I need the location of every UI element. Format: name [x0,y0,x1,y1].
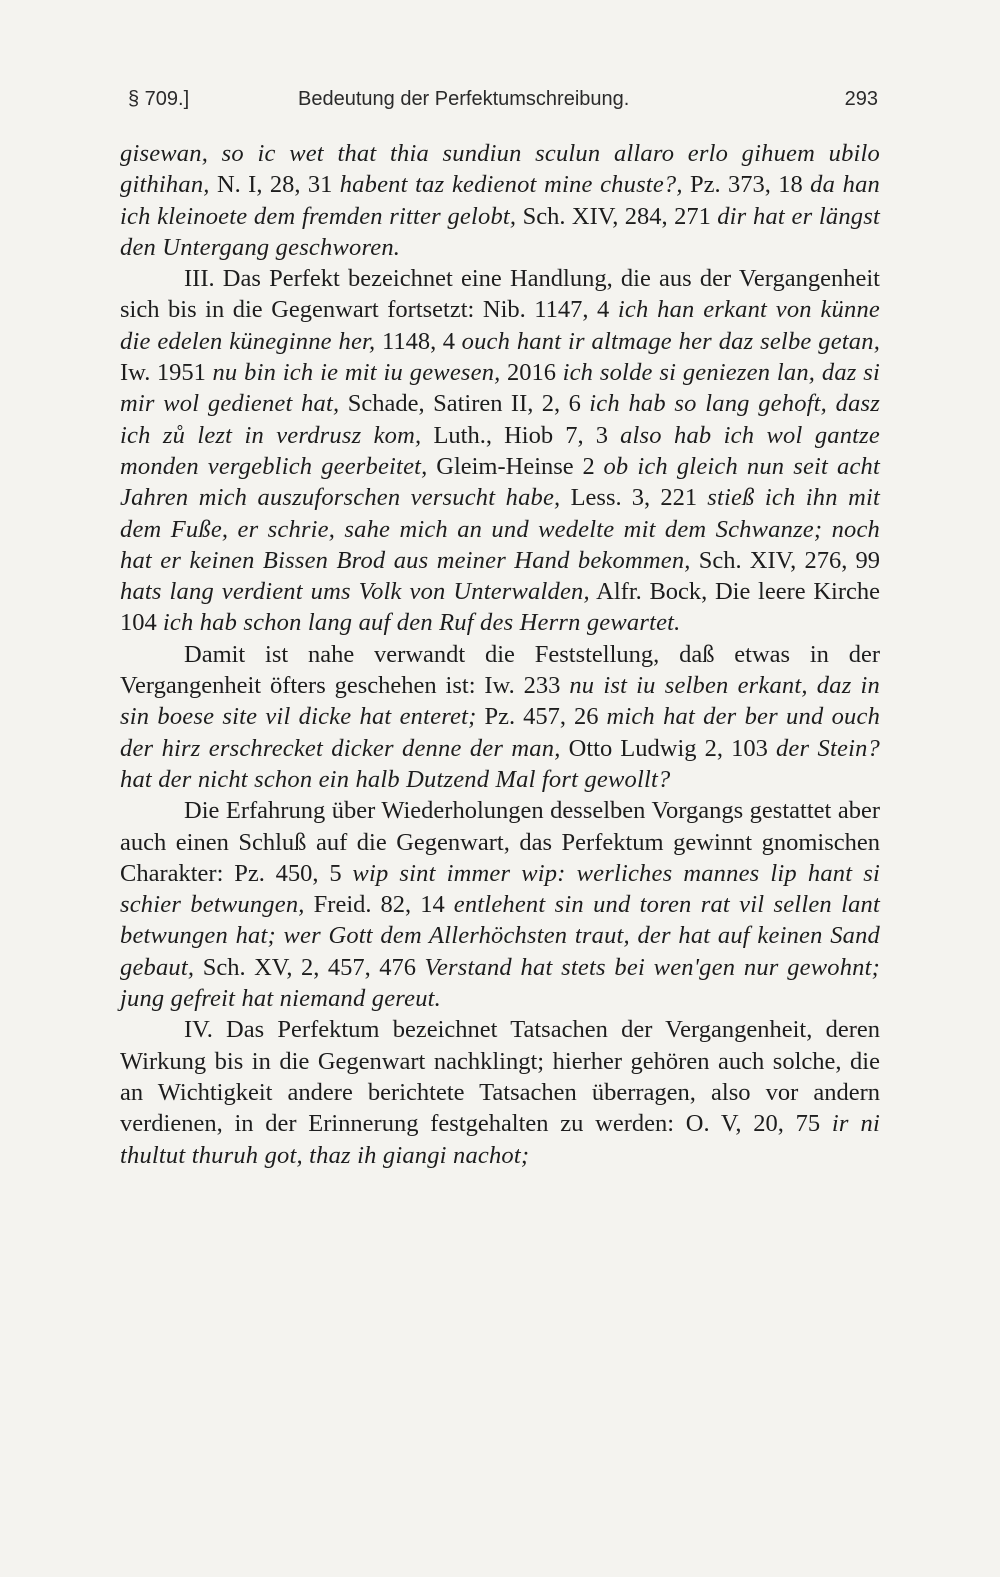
quotation-text: ir ni thultut thuruh got, thaz ih giangi nachot; [120,1110,880,1169]
quotation-text: gisewan, so ic wet that thia sundiun sculun allaro erlo gihuem ubilo githihan, [120,140,880,199]
body-text [120,138,880,1171]
page-number: 293 [844,88,878,110]
quotation-text: ich hab so lang gehoft, dasz ich zů lezt in verdrusz kom, [120,390,880,449]
citation-text: Freid. 82, 14 [304,891,454,919]
citation-text: IV. Das Perfektum bezeichnet Tatsachen der Vergangenheit, deren Wirkung bis in die Gegenwart nachklingt; hierher gehören auch solche, die an Wichtigkeit andere berichtete Tatsachen überragen, also vor andern verdienen, in der Erinnerung festgehalten zu werden: O. V, 20, 75 [120,1016,880,1138]
quotation-text: also hab ich wol gantze monden vergeblich geerbeitet, [120,421,880,480]
quotation-text: entlehent sin und toren rat vil sellen lant betwungen hat; wer Gott dem Allerhöchsten traut, der hat auf keinen Sand gebaut, [120,891,881,981]
citation-text: Less. 3, 221 [560,484,708,512]
citation-text: Pz. 457, 26 [476,703,607,731]
quotation-text: stieß ich ihn mit dem Fuße, er schrie, sahe mich an und wedelte mit dem Schwanze; noch hat er keinen Bissen Brod aus meiner Hand bekommen, [120,484,880,574]
paragraph [120,795,880,1014]
section-marker: § 709.] [128,88,190,110]
citation-text: Otto Ludwig 2, 103 [560,734,776,762]
paragraph [120,138,880,263]
quotation-text: hats lang verdient ums Volk von Unterwalden, [120,578,590,606]
quotation-text: ouch hant ir altmage her daz selbe getan, [461,327,881,355]
paragraph [120,263,880,639]
paragraph [120,639,880,795]
quotation-text: habent taz kedienot mine chuste?, [339,171,683,199]
citation-text: 2016 [500,359,563,387]
quotation-text: Verstand hat stets bei wen'gen nur gewohnt; jung gefreit hat niemand gereut. [120,953,880,1013]
citation-text: Damit ist nahe verwandt die Feststellung, daß etwas in der Vergangenheit öfters geschehen ist: Iw. 233 [120,640,880,700]
citation-text: Luth., Hiob 7, 3 [421,421,621,449]
citation-text: Alfr. Bock, Die leere Kirche 104 [120,578,881,637]
quotation-text: dir hat er längst den Untergang geschworen. [120,202,880,261]
citation-text: Schade, Satiren II, 2, 6 [339,390,590,418]
citation-text: 1148, 4 [375,327,462,355]
quotation-text: ich solde si geniezen lan, daz si mir wol gedienet hat, [120,359,880,418]
quotation-text: nu ist iu selben erkant, daz in sin boese site vil dicke hat enteret; [120,672,880,731]
quotation-text: der Stein? hat der nicht schon ein halb Dutzend Mal fort gewollt? [120,734,880,793]
quotation-text: ich han erkant von künne die edelen küneginne her, [120,296,880,355]
quotation-text: da han ich kleinoete dem fremden ritter gelobt, [120,171,880,230]
quotation-text: ob ich gleich nun seit acht Jahren mich auszuforschen versucht habe, [120,452,880,512]
citation-text: Sch. XIV, 284, 271 [516,202,718,230]
citation-text: N. I, 28, 31 [209,171,340,199]
citation-text: III. Das Perfekt bezeichnet eine Handlung, die aus der Vergangenheit sich bis in die Gegenwart fortsetzt: Nib. 1147, 4 [120,265,880,324]
paragraph [120,1014,880,1170]
quotation-text: wip sint immer wip: werliches mannes lip hant si schier betwungen, [120,859,880,919]
quotation-text: nu bin ich ie mit iu gewesen, [212,359,501,387]
citation-text: Die Erfahrung über Wiederholungen desselben Vorgangs gestattet aber auch einen Schluß auf die Gegenwart, das Perfektum gewinnt gnomischen Charakter: Pz. 450, 5 [120,797,880,887]
citation-text: Sch. XV, 2, 457, 476 [194,953,425,981]
running-title: Bedeutung der Perfektumschreibung. [298,88,630,110]
citation-text: Iw. 1951 [120,359,213,387]
citation-text: Gleim-Heinse 2 [427,452,604,480]
citation-text: Pz. 373, 18 [682,171,811,199]
quotation-text: ich hab schon lang auf den Ruf des Herrn gewartet. [162,609,681,637]
quotation-text: mich hat der ber und ouch der hirz erschrecket dicker denne der man, [120,703,881,762]
citation-text: Sch. XIV, 276, 99 [690,546,881,574]
